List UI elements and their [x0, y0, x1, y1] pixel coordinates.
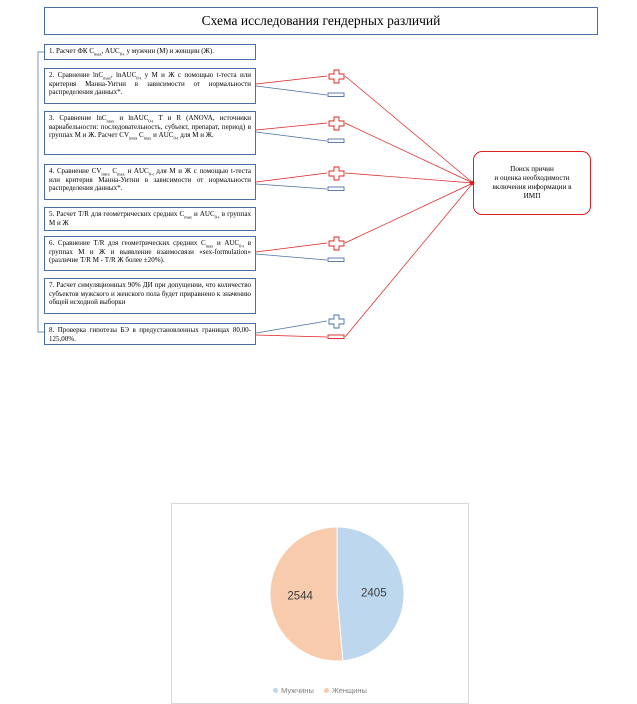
step-box-5: 5. Расчет T/R для геометрических средних $C_{max}$ и $AUC_{0-t}$ в группах М и Ж	[44, 207, 256, 231]
step-box-3: 3. Сравнение lnC$_{max}$ и lnAUC$_{0-t}$ T и R (ANOVA, источники вариабельности: последовательность, субъект, препарат, период) в группах М и Ж. Расчет $CV_{intra}$ $C_{max}$ и $AUC_{0-t}$ для М и Ж.	[44, 111, 256, 155]
minus-icon	[328, 258, 344, 262]
step-box-4: 4. Сравнение $CV_{intra}$ $C_{max}$ и $AUC_{0-t}$ для М и Ж с помощью t-теста или критерия Манна-Уитни в зависимости от нормальности распределения данных*.	[44, 164, 256, 200]
target-connector-dot	[470, 181, 475, 186]
step-box-1: 1. Расчет ФК $C_{max}$, $AUC_{0-t}$ у мужчин (М) и женщин (Ж).	[44, 44, 256, 60]
plus-icon	[329, 237, 344, 250]
legend-item-1	[273, 686, 314, 695]
chart-legend	[172, 686, 468, 695]
minus-icon	[328, 93, 344, 97]
legend-item-2	[324, 686, 367, 695]
minus-icon	[328, 187, 344, 191]
step-box-8: 8. Проверка гипотезы БЭ в предустановленных границах 80,00-125,00%.	[44, 323, 256, 345]
diagram-title: Схема исследования гендерных различий	[44, 7, 598, 35]
minus-icon	[328, 335, 344, 339]
target-text: Поиск причин и оценка необходимости включения информации в ИМП	[492, 165, 572, 200]
step-box-6: 6. Сравнение T/R для геометрических средних $C_{max}$ и $AUC_{0-t}$ в группах М и Ж и выявление взаимосвязи «sex-formulation» (различие T/R М - T/R Ж более ±20%).	[44, 236, 256, 271]
pie-chart-canvas	[172, 504, 468, 682]
plus-icon	[329, 167, 344, 180]
minus-icon	[328, 139, 344, 143]
legend-label: Мужчины	[281, 686, 314, 695]
plus-icon	[329, 70, 344, 83]
legend-swatch	[273, 688, 278, 693]
plus-icon	[329, 315, 344, 328]
pie-data-label-1: 2405	[361, 587, 387, 600]
step-box-7: 7. Расчет симуляционных 90% ДИ при допущении, что количество субъектов мужского и женского пола будет приравнено к значению общей исходной выборки	[44, 278, 256, 314]
plus-icon	[329, 117, 344, 130]
left-bracket	[38, 52, 44, 332]
pie-data-label-2: 2544	[287, 590, 313, 603]
pie-chart	[171, 503, 469, 704]
legend-swatch	[324, 688, 329, 693]
legend-label: Женщины	[331, 686, 367, 695]
step-box-2: 2. Сравнение lnC$_{max}$, lnAUC$_{0-t}$ у М и Ж с помощью t-теста или критерия Манна-Уитни в зависимости от нормальности распределения данных*.	[44, 68, 256, 104]
